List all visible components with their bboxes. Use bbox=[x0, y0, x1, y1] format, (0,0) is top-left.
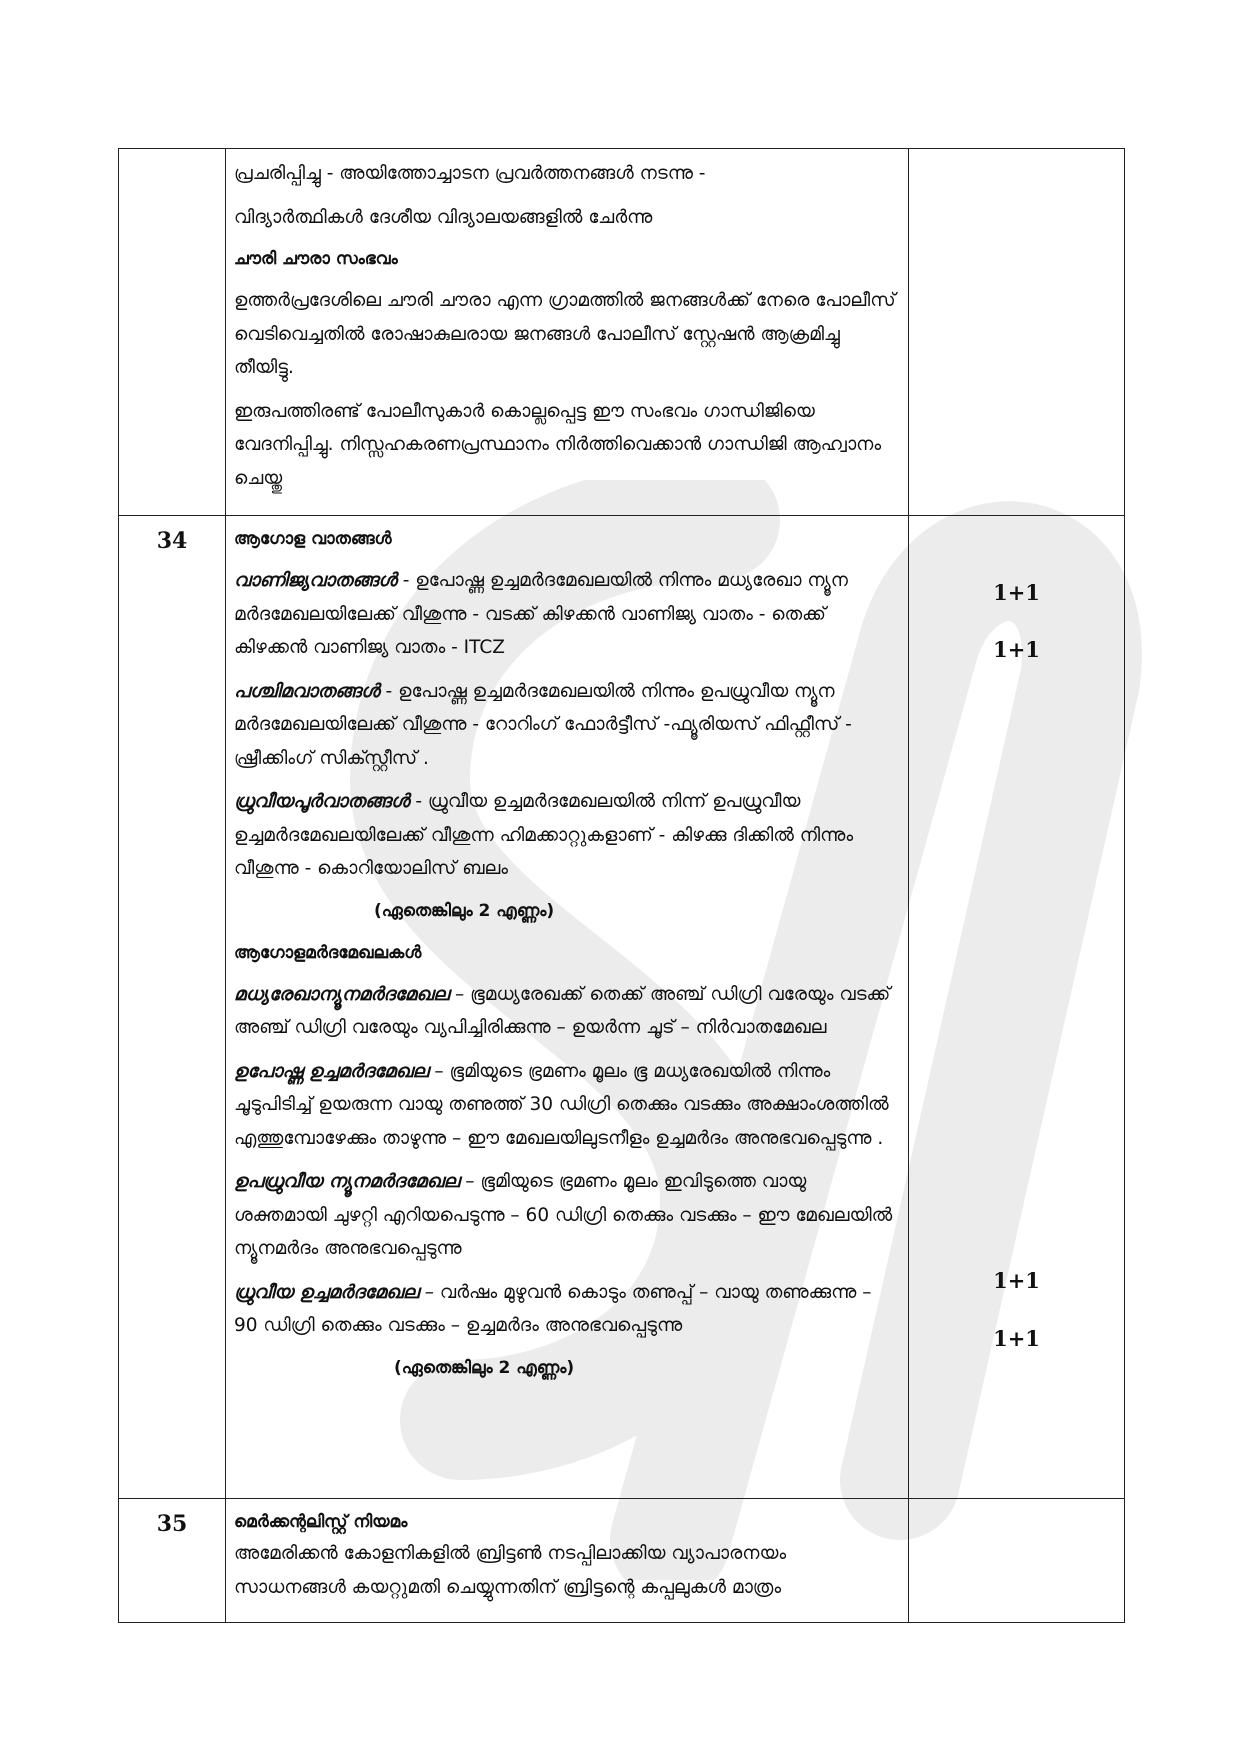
list-item bbox=[234, 1276, 900, 1343]
answer-text: വിദ്യാർത്ഥികൾ ദേശീയ വിദ്യാലയങ്ങളിൽ ചേർന്നു bbox=[234, 206, 653, 228]
answer-cell bbox=[226, 149, 909, 516]
term-description: - ഉപോഷ്ണ ഉച്ചമർദമേഖലയിൽ നിന്നും മധ്യരേഖാ ന്യൂന മർദമേഖലയിലേക്ക് വീശുന്നു - വടക്ക് കിഴക്കൻ വാണിജ്യ വാതം - തെക്ക് കിഴക്കൻ വാണിജ്യ വാതം - ITCZ bbox=[234, 570, 848, 658]
table-row bbox=[119, 149, 1125, 516]
term-description: – ഭൂമധ്യരേഖക്ക് തെക്ക് അഞ്ച് ഡിഗ്രി വരേയും വടക്ക് അഞ്ച് ഡിഗ്രി വരേയും വ്യപിച്ചിരിക്കുന്നു – ഉയർന്ന ചൂട് – നിർവാതമേഖല bbox=[234, 983, 891, 1038]
list-item bbox=[234, 675, 900, 776]
mark-value: 1+1 bbox=[993, 1268, 1040, 1293]
term-label: വാണിജ്യവാതങ്ങൾ bbox=[234, 570, 397, 591]
section-heading: ആഗോളമർദമേഖലകൾ bbox=[234, 942, 422, 963]
term-description: – വർഷം മുഴുവൻ കൊടും തണുപ്പ് – വായു തണുക്കുന്നു – 90 ഡിഗ്രി തെക്കും വടക്കും – ഉച്ചമർദം അനുഭവപ്പെടുന്നു bbox=[234, 1281, 872, 1336]
term-label: ധ്രുവീയ ഉച്ചമർദമേഖല bbox=[234, 1281, 419, 1303]
marks-cell bbox=[909, 1499, 1125, 1623]
term-label: ധ്രുവീയപൂർവാതങ്ങൾ bbox=[234, 791, 410, 812]
answer-cell bbox=[226, 516, 909, 1499]
question-number: 34 bbox=[119, 516, 226, 1499]
note-any-two: (ഏതെങ്കിലും 2 എണ്ണം) bbox=[374, 900, 555, 921]
term-description: – ഭൂമിയുടെ ഭ്രമണം മൂലം ഭൂ മധ്യരേഖയിൽ നിന്നും ചൂടുപിടിച്ച് ഉയരുന്ന വായു തണുത്ത് 30 ഡിഗ്രി തെക്കും വടക്കും അക്ഷാംശത്തിൽ എത്തുമ്പോഴേക്കും താഴുന്നു – ഈ മേഖലയിലുടനീളം ഉച്ചമർദം അനുഭവപ്പെടുന്നു . bbox=[234, 1060, 889, 1149]
answer-text: പ്രചരിപ്പിച്ചു - അയിത്തോച്ചാടന പ്രവർത്തനങ്ങൾ നടന്നു - bbox=[234, 163, 706, 184]
question-number bbox=[119, 149, 226, 516]
term-description: – ഭൂമിയുടെ ഭ്രമണം മൂലം ഇവിടുത്തെ വായു ശക്തമായി ചുഴറ്റി എറിയപെടുന്നു – 60 ഡിഗ്രി തെക്കും വടക്കും – ഈ മേഖലയിൽ ന്യൂനമർദം അനുഭവപ്പെടുന്നു bbox=[234, 1171, 893, 1259]
list-item bbox=[234, 978, 900, 1045]
section-heading: ആഗോള വാതങ്ങൾ bbox=[234, 529, 392, 549]
term-label: പശ്ചിമവാതങ്ങൾ bbox=[234, 680, 380, 702]
list-item bbox=[234, 1055, 900, 1156]
table-row bbox=[119, 516, 1125, 1499]
question-number: 35 bbox=[119, 1499, 226, 1623]
term-label: ഉപധ്രുവീയ ന്യൂനമർദമേഖല bbox=[234, 1171, 460, 1192]
term-description: - ധ്രുവീയ ഉച്ചമർദമേഖലയിൽ നിന്ന് ഉപധ്രുവീയ ഉച്ചമർദമേഖലയിലേക്ക് വീശുന്ന ഹിമക്കാറ്റുകളാണ് - കിഴക്കു ദിക്കിൽ നിന്നും വീശുന്നു - കൊറിയോലിസ് ബലം bbox=[234, 791, 854, 879]
answer-text: ഇരുപത്തിരണ്ട് പോലീസുകാർ കൊല്ലപ്പെട്ട ഈ സംഭവം ഗാന്ധിജിയെ വേദനിപ്പിച്ചു. നിസ്സഹകരണപ്രസ്ഥാനം നിർത്തിവെക്കാൻ ഗാന്ധിജി ആഹ്വാനം ചെയ്തു bbox=[234, 400, 882, 489]
marks-cell bbox=[909, 149, 1125, 516]
answer-text: ഉത്തർപ്രദേശിലെ ചൗരി ചൗരാ എന്ന ഗ്രാമത്തിൽ ജനങ്ങൾക്ക് നേരെ പോലീസ് വെടിവെച്ചതിൽ രോഷാകുലരായ ജനങ്ങൾ പോലീസ് സ്റ്റേഷൻ ആക്രമിച്ചു തീയിട്ടു. bbox=[234, 290, 896, 378]
answer-text: അമേരിക്കൻ കോളനികളിൽ ബ്രിട്ടൺ നടപ്പിലാക്കിയ വ്യാപാരനയം സാധനങ്ങൾ കയറ്റുമതി ചെയ്യുന്നതിന് ബ്രിട്ടന്റെ കപ്പലുകൾ മാത്രം bbox=[234, 1543, 787, 1598]
term-label: മധ്യരേഖാന്യൂനമർദമേഖല bbox=[234, 983, 450, 1005]
section-heading: ചൗരി ചൗരാ സംഭവം bbox=[234, 249, 398, 269]
list-item bbox=[234, 564, 900, 665]
list-item bbox=[234, 1165, 900, 1266]
note-any-two: (ഏതെങ്കിലും 2 എണ്ണം) bbox=[394, 1357, 575, 1378]
answer-key-table bbox=[118, 148, 1125, 1623]
table-row bbox=[119, 1499, 1125, 1623]
section-heading: മെർക്കന്റലിസ്റ്റ് നിയമം bbox=[234, 1512, 408, 1532]
mark-value: 1+1 bbox=[993, 1326, 1040, 1351]
mark-value: 1+1 bbox=[993, 580, 1040, 605]
term-label: ഉപോഷ്ണ ഉച്ചമർദമേഖല bbox=[234, 1060, 429, 1082]
answer-cell bbox=[226, 1499, 909, 1623]
mark-value: 1+1 bbox=[993, 637, 1040, 662]
marks-cell bbox=[909, 516, 1125, 1499]
term-description: - ഉപോഷ്ണ ഉച്ചമർദമേഖലയിൽ നിന്നും ഉപധ്രുവീയ ന്യൂന മർദമേഖലയിലേക്ക് വീശുന്നു - റോറിംഗ് ഫോർട്ടീസ് -ഫ്യൂരിയസ് ഫിഫ്റ്റീസ് - ഷ്രീക്കിംഗ് സിക്സ്റ്റീസ് . bbox=[234, 680, 852, 769]
list-item bbox=[234, 785, 900, 886]
